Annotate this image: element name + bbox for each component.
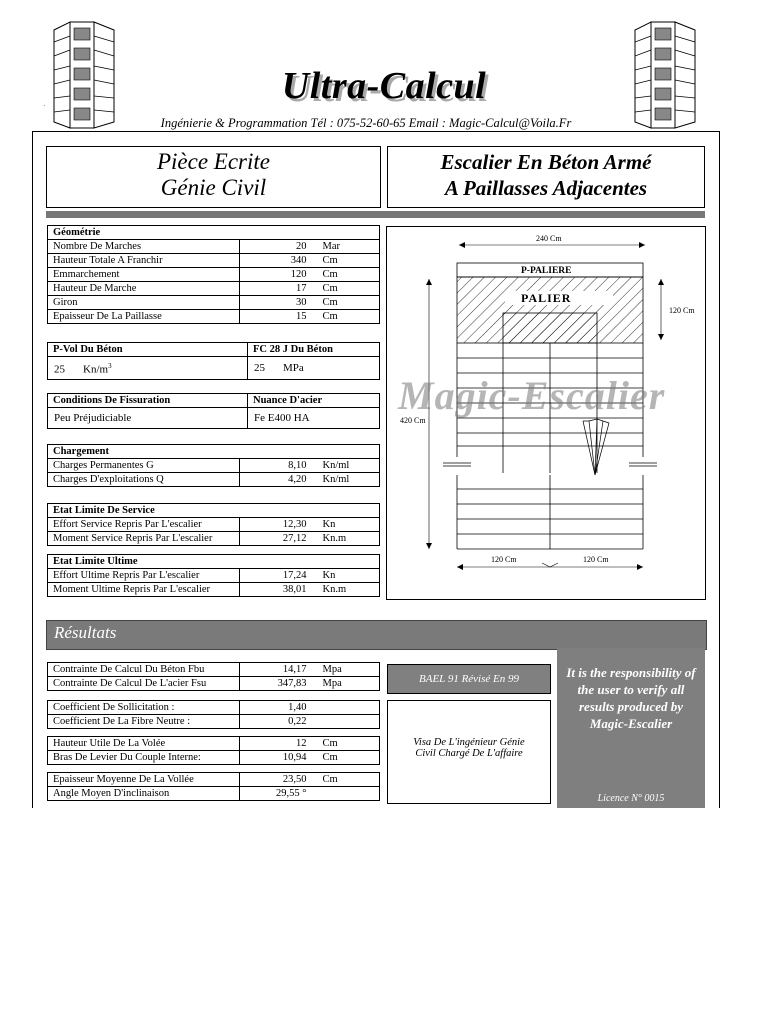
doc-subject-box <box>387 146 705 208</box>
row-unit: Cm <box>315 737 380 751</box>
row-label: Effort Service Repris Par L'escalier <box>48 518 240 532</box>
row-value: 29,55 ° <box>240 787 315 801</box>
row-unit: Cm <box>315 296 380 310</box>
table-row <box>48 532 380 546</box>
row-unit: Kn <box>315 569 380 583</box>
row-unit: Cm <box>315 310 380 324</box>
row-unit: Kn/ml <box>315 459 380 473</box>
results-group1 <box>47 662 380 691</box>
row-label: Coefficient De Sollicitation : <box>48 701 240 715</box>
row-unit: Kn <box>315 518 380 532</box>
chargement-title: Chargement <box>48 445 380 459</box>
fissuration-value: Peu Préjudiciable <box>48 408 248 429</box>
row-unit: Cm <box>315 268 380 282</box>
elu-table <box>47 554 380 597</box>
row-value: 12,30 <box>240 518 315 532</box>
beton-v1-cell <box>48 357 248 380</box>
visa-box <box>387 700 551 804</box>
disclaimer-box <box>557 648 705 808</box>
table-row <box>48 240 380 254</box>
row-value: 17,24 <box>240 569 315 583</box>
table-row <box>48 773 380 787</box>
row-value: 20 <box>240 240 315 254</box>
beton-table <box>47 342 380 380</box>
acier-value: Fe E400 HA <box>248 408 380 429</box>
table-row <box>48 296 380 310</box>
fissuration-h2: Nuance D'acier <box>248 394 380 408</box>
row-unit <box>315 787 380 801</box>
row-value: 17 <box>240 282 315 296</box>
row-unit: Mpa <box>315 677 380 691</box>
row-label: Contrainte De Calcul Du Béton Fbu <box>48 663 240 677</box>
row-unit: Kn.m <box>315 532 380 546</box>
table-row <box>48 569 380 583</box>
row-label: Coefficient De La Fibre Neutre : <box>48 715 240 729</box>
table-row <box>48 473 380 487</box>
doc-type-box <box>46 146 381 208</box>
disclaimer-text: It is the responsibility of the user to verify all results produced by Magic-Escalier <box>566 665 696 731</box>
fissuration-table <box>47 393 380 429</box>
table-row <box>48 715 380 729</box>
table-row <box>48 751 380 765</box>
row-value: 23,50 <box>240 773 315 787</box>
palier-label: PALIER <box>521 291 572 305</box>
row-label: Epaisseur Moyenne De La Vollée <box>48 773 240 787</box>
table-row <box>48 459 380 473</box>
row-unit: Kn.m <box>315 583 380 597</box>
beton-fc28-value: 25 <box>254 361 265 374</box>
els-table <box>47 503 380 546</box>
row-value: 8,10 <box>240 459 315 473</box>
table-row <box>48 518 380 532</box>
chargement-table <box>47 444 380 487</box>
row-unit: Cm <box>315 282 380 296</box>
row-label: Hauteur Totale A Franchir <box>48 254 240 268</box>
visa-line2: Civil Chargé De L'affaire <box>415 748 523 759</box>
row-value: 347,83 <box>240 677 315 691</box>
doc-subject-line2: A Paillasses Adjacentes <box>444 176 648 200</box>
row-unit: Mar <box>315 240 380 254</box>
row-value: 14,17 <box>240 663 315 677</box>
row-label: Contrainte De Calcul De L'acier Fsu <box>48 677 240 691</box>
row-value: 15 <box>240 310 315 324</box>
table-row <box>48 737 380 751</box>
doc-subject-line1: Escalier En Béton Armé <box>440 150 652 174</box>
row-label: Hauteur Utile De La Volée <box>48 737 240 751</box>
beton-h1: P-Vol Du Béton <box>48 343 248 357</box>
row-label: Angle Moyen D'inclinaison <box>48 787 240 801</box>
row-value: 10,94 <box>240 751 315 765</box>
row-unit <box>315 715 380 729</box>
row-unit: Cm <box>315 254 380 268</box>
row-value: 0,22 <box>240 715 315 729</box>
row-value: 340 <box>240 254 315 268</box>
results-label: Résultats <box>54 623 117 642</box>
row-unit <box>315 701 380 715</box>
elu-title: Etat Limite Ultime <box>48 555 380 569</box>
geometrie-table <box>47 225 380 324</box>
separator-bar <box>46 211 705 218</box>
contact-line: Ingénierie & Programmation Tél : 075-52-60-65 Email : Magic-Calcul@Voila.Fr <box>160 116 572 130</box>
row-label: Bras De Levier Du Couple Interne: <box>48 751 240 765</box>
table-row <box>48 583 380 597</box>
row-label: Emmarchement <box>48 268 240 282</box>
beton-fc28-unit: MPa <box>283 361 304 374</box>
beton-density-sup: 3 <box>108 361 112 370</box>
row-value: 1,40 <box>240 701 315 715</box>
p-paliere-label: P-PALIERE <box>521 266 572 276</box>
beton-h2: FC 28 J Du Béton <box>248 343 380 357</box>
row-unit: Mpa <box>315 663 380 677</box>
row-label: Epaisseur De La Paillasse <box>48 310 240 324</box>
licence-label: Licence N° 0015 <box>597 793 665 804</box>
row-value: 120 <box>240 268 315 282</box>
lower-flight <box>457 475 643 549</box>
direction-arrow-icon <box>583 419 609 475</box>
beton-density-value: 25 <box>54 363 65 376</box>
results-group4 <box>47 772 380 801</box>
row-value: 27,12 <box>240 532 315 546</box>
dim-top-label: 240 Cm <box>536 234 562 243</box>
els-title: Etat Limite De Service <box>48 504 380 518</box>
doc-type-line2: Génie Civil <box>160 175 267 200</box>
geometrie-title: Géométrie <box>48 226 380 240</box>
svg-text:.: . <box>44 102 46 108</box>
dim-left-label: 420 Cm <box>400 416 426 425</box>
row-value: 4,20 <box>240 473 315 487</box>
row-label: Nombre De Marches <box>48 240 240 254</box>
row-value: 38,01 <box>240 583 315 597</box>
table-row <box>48 310 380 324</box>
dim-right-label: 120 Cm <box>669 306 695 315</box>
table-row <box>48 282 380 296</box>
bael-badge: BAEL 91 Révisé En 99 <box>387 664 551 694</box>
table-row <box>48 268 380 282</box>
table-row <box>48 254 380 268</box>
row-value: 30 <box>240 296 315 310</box>
row-unit: Cm <box>315 751 380 765</box>
row-label: Giron <box>48 296 240 310</box>
row-label: Moment Ultime Repris Par L'escalier <box>48 583 240 597</box>
row-label: Hauteur De Marche <box>48 282 240 296</box>
row-label: Charges Permanentes G <box>48 459 240 473</box>
watermark: Magic-Escalier <box>398 373 666 418</box>
visa-line1: Visa De L'ingénieur Génie <box>413 737 525 748</box>
results-band <box>46 620 707 650</box>
row-label: Moment Service Repris Par L'escalier <box>48 532 240 546</box>
table-row <box>48 677 380 691</box>
results-group2 <box>47 700 380 729</box>
dim-bottom-right-label: 120 Cm <box>583 555 609 564</box>
beton-density-unit: Kn/m <box>83 363 109 376</box>
table-row <box>48 663 380 677</box>
beton-v2-cell <box>248 357 380 380</box>
doc-type-line1: Pièce Ecrite <box>156 149 270 174</box>
row-value: 12 <box>240 737 315 751</box>
results-group3 <box>47 736 380 765</box>
dim-bottom-left-label: 120 Cm <box>491 555 517 564</box>
row-unit: Kn/ml <box>315 473 380 487</box>
table-row <box>48 787 380 801</box>
table-row <box>48 701 380 715</box>
row-label: Charges D'exploitations Q <box>48 473 240 487</box>
row-unit: Cm <box>315 773 380 787</box>
app-title: Ultra-Calcul <box>281 65 487 107</box>
row-label: Effort Ultime Repris Par L'escalier <box>48 569 240 583</box>
fissuration-h1: Conditions De Fissuration <box>48 394 248 408</box>
